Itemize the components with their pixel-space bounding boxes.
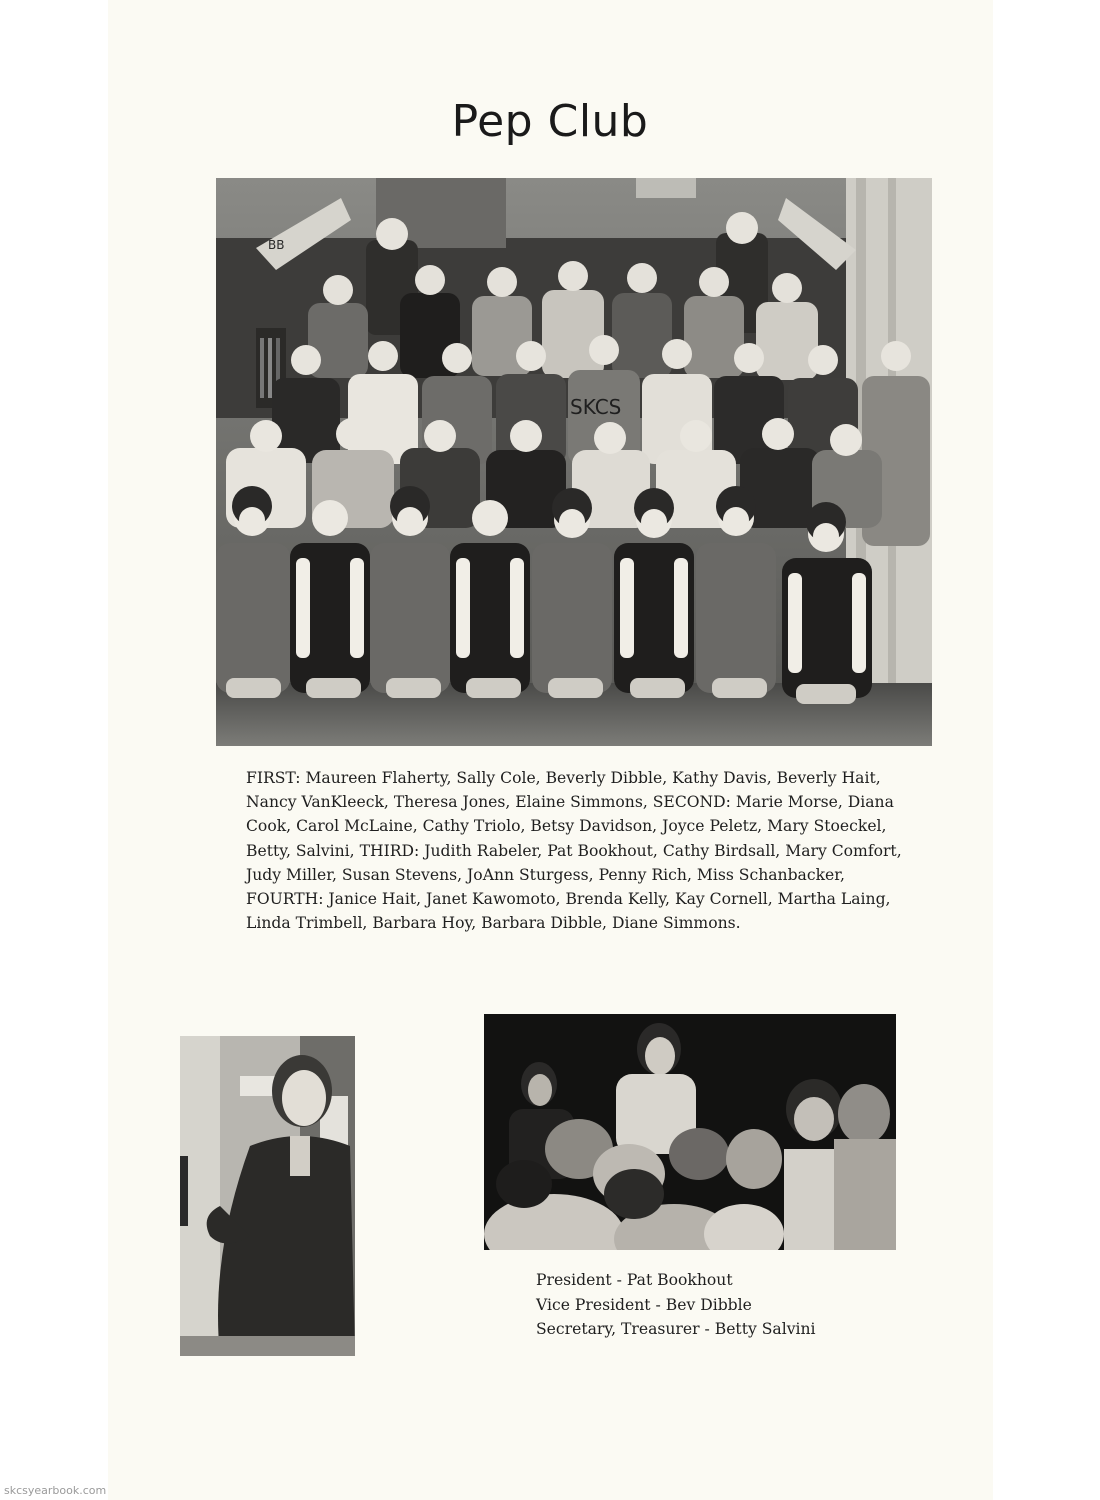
officer-president: President - Pat Bookhout — [536, 1271, 733, 1289]
officer-vice-president: Vice President - Bev Dibble — [536, 1295, 752, 1314]
site-watermark: skcsyearbook.com — [4, 1484, 107, 1497]
meeting-photo — [484, 1014, 896, 1250]
photo-caption: FIRST: Maureen Flaherty, Sally Cole, Beverly Dibble, Kathy Davis, Beverly Hait, Nancy VanKleeck, Theresa Jones, Elaine Simmons, SECOND: Marie Morse, Diana Cook, Carol McLaine, Cathy Triolo, Betsy Davidson, Joyce Peletz, Mary Stoeckel, Betty, Salvini, THIRD: Judith Rabeler, Pat Bookhout, Cathy Birdsall, Mary Comfort, Judy Miller, Susan Stevens, JoAnn Sturgess, Penny Rich, Miss Schanbacker, FOURTH: Janice Hait, Janet Kawomoto, Brenda Kelly, Kay Cornell, Martha Laing, Linda Trimbell, Barbara Hoy, Barbara Dibble, Diane Simmons. — [246, 769, 902, 933]
advisor-photo-image — [180, 1036, 355, 1356]
sweater-lettering: SKCS — [570, 395, 622, 419]
group-photo-image — [216, 178, 932, 746]
page-title: Pep Club — [451, 96, 649, 147]
officers-list — [536, 1268, 896, 1342]
officer-secretary-treasurer: Secretary, Treasurer - Betty Salvini — [536, 1320, 816, 1338]
meeting-photo-image — [484, 1014, 896, 1250]
advisor-photo — [180, 1036, 355, 1356]
group-photo — [216, 178, 932, 746]
megaphone-lettering: BB — [268, 238, 285, 252]
